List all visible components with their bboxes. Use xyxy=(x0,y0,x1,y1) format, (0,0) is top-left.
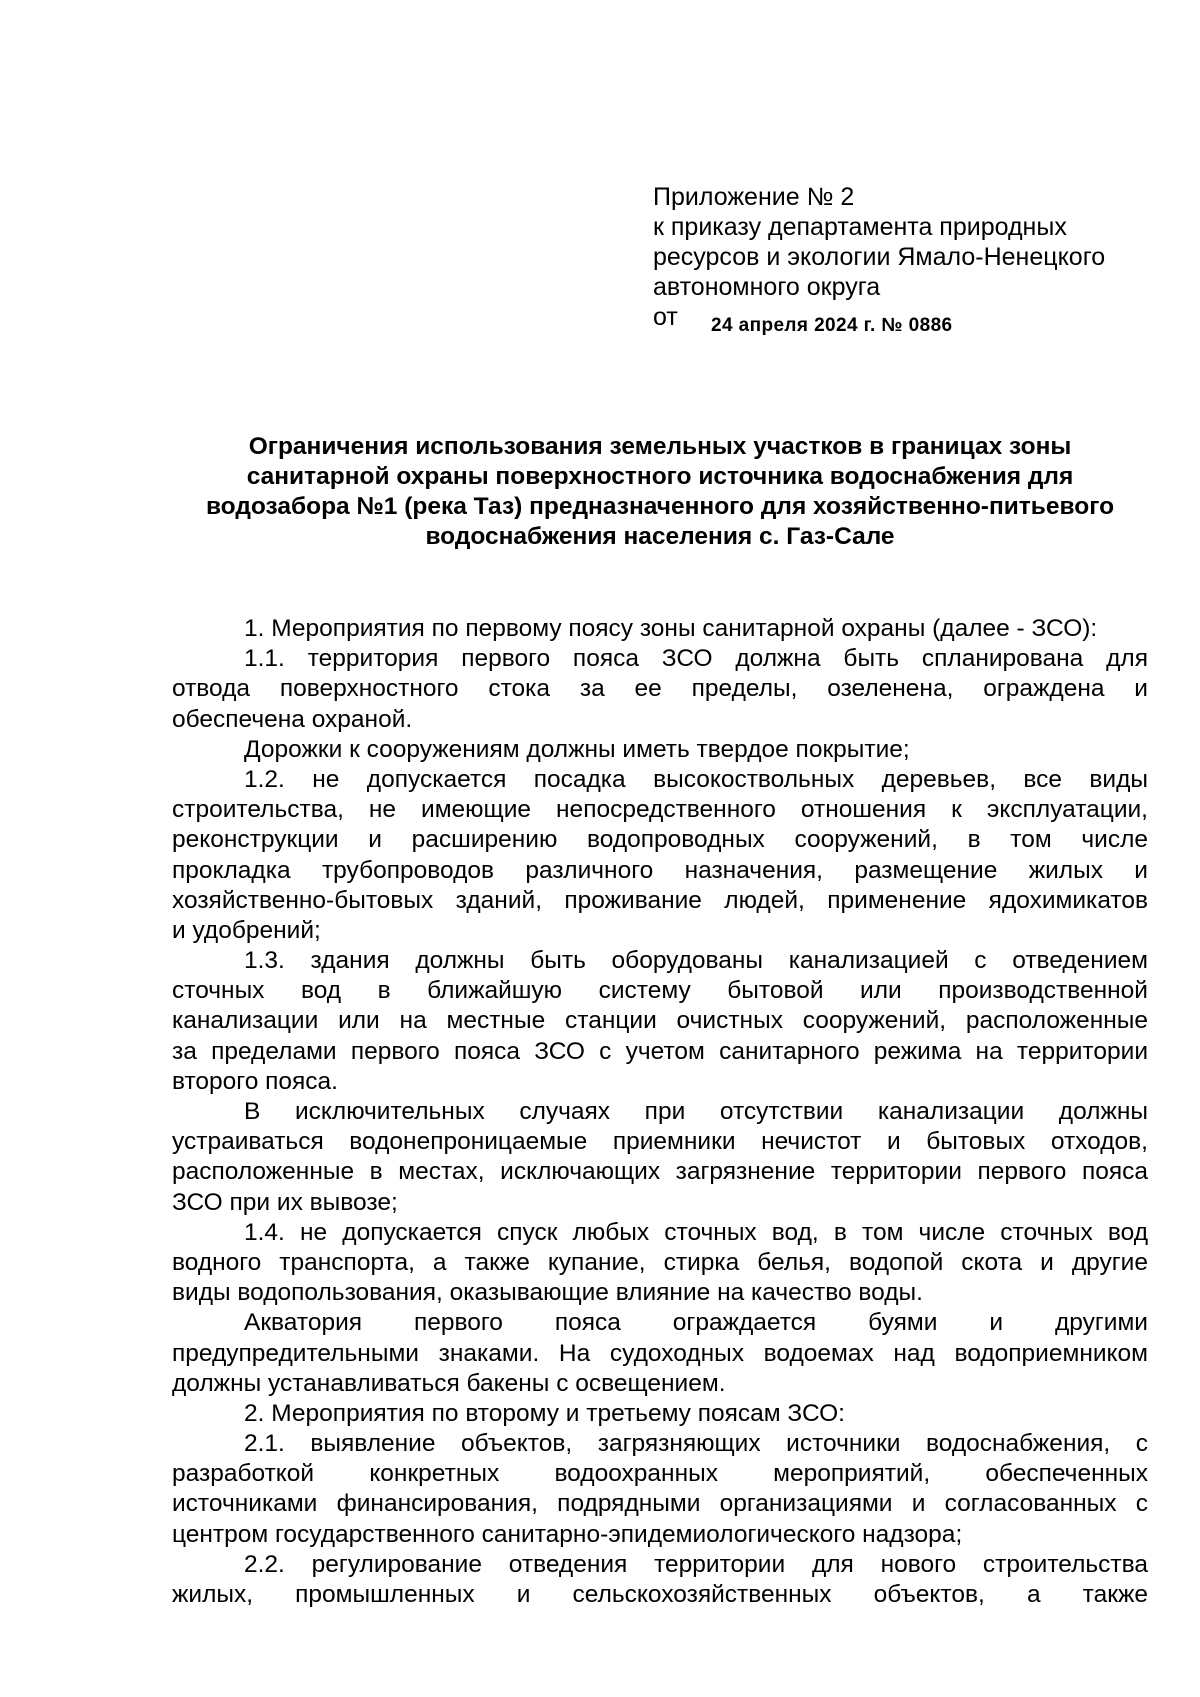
title-line: Ограничения использования земельных участков в границах зоны xyxy=(248,433,1072,460)
ot-label: от xyxy=(653,303,678,331)
order-date-row xyxy=(653,302,1173,335)
body-line: ЗСО при их вывозе; xyxy=(172,1188,398,1216)
body-line: расположенные в местах, исключающих загрязнение территории первого пояса xyxy=(172,1158,1148,1186)
body-line: 1.3. здания должны быть оборудованы канализацией с отведением xyxy=(244,947,1148,975)
body-line: реконструкции и расширению водопроводных сооружений, в том числе xyxy=(172,826,1148,854)
body-line: виды водопользования, оказывающие влияние на качество воды. xyxy=(172,1279,923,1307)
body-line: должны устанавливаться бакены с освещением. xyxy=(172,1369,726,1397)
document-body xyxy=(172,614,1148,1610)
body-line: прокладка трубопроводов различного назначения, размещение жилых и xyxy=(172,856,1148,884)
body-line: 2. Мероприятия по второму и третьему поясам ЗСО: xyxy=(244,1399,845,1427)
body-line: за пределами первого пояса ЗСО с учетом санитарного режима на территории xyxy=(172,1037,1148,1065)
body-line: 1. Мероприятия по первому поясу зоны санитарной охраны (далее - ЗСО): xyxy=(244,615,1098,642)
body-line: В исключительных случаях при отсутствии канализации должны xyxy=(244,1098,1148,1125)
body-line: Дорожки к сооружениям должны иметь твердое покрытие; xyxy=(244,735,910,763)
title-line: санитарной охраны поверхностного источника водоснабжения для xyxy=(246,463,1074,490)
appendix-line: Приложение № 2 xyxy=(653,183,855,211)
body-line: 1.4. не допускается спуск любых сточных вод, в том числе сточных вод xyxy=(244,1218,1148,1246)
body-line: 1.1. территория первого пояса ЗСО должна быть спланирована для xyxy=(244,645,1148,673)
order-date-stamp: 24 апреля 2024 г. № 0886 xyxy=(711,315,953,336)
body-line: устраиваться водонепроницаемые приемники нечистот и бытовых отходов, xyxy=(172,1128,1148,1156)
body-line: канализации или на местные станции очистных сооружений, расположенные xyxy=(172,1007,1148,1035)
body-line: строительства, не имеющие непосредственного отношения к эксплуатации, xyxy=(172,796,1148,824)
body-line: центром государственного санитарно-эпидемиологического надзора; xyxy=(172,1520,963,1548)
appendix-line: автономного округа xyxy=(653,273,881,301)
appendix-line: ресурсов и экологии Ямало-Ненецкого xyxy=(653,243,1106,271)
body-line: сточных вод в ближайшую систему бытовой или производственной xyxy=(172,977,1148,1005)
title-line: водозабора №1 (река Таз) предназначенного для хозяйственно-питьевого xyxy=(205,493,1115,520)
body-line: жилых, промышленных и сельскохозяйственных объектов, а также xyxy=(172,1581,1148,1608)
body-line: водного транспорта, а также купание, стирка белья, водопой скота и другие xyxy=(172,1248,1148,1276)
body-line: отвода поверхностного стока за ее пределы, озеленена, ограждена и xyxy=(172,675,1148,703)
body-line: хозяйственно-бытовых зданий, проживание людей, применение ядохимикатов xyxy=(172,886,1148,914)
title-line: водоснабжения населения с. Газ-Сале xyxy=(425,523,895,550)
appendix-line: к приказу департамента природных xyxy=(653,213,1067,241)
body-line: 2.1. выявление объектов, загрязняющих источники водоснабжения, с xyxy=(244,1430,1148,1458)
body-line: разработкой конкретных водоохранных мероприятий, обеспеченных xyxy=(172,1460,1148,1488)
body-line: 2.2. регулирование отведения территории для нового строительства xyxy=(244,1550,1148,1578)
body-line: второго пояса. xyxy=(172,1067,338,1095)
body-line: предупредительными знаками. На судоходных водоемах над водоприемником xyxy=(172,1339,1148,1367)
appendix-header xyxy=(653,182,1173,335)
body-line: обеспечена охраной. xyxy=(172,705,413,733)
body-line: Акватория первого пояса ограждается буями и другими xyxy=(244,1309,1148,1337)
body-line: 1.2. не допускается посадка высокоствольных деревьев, все виды xyxy=(244,765,1148,793)
document-title xyxy=(160,432,1160,552)
body-line: и удобрений; xyxy=(172,916,321,944)
body-line: источниками финансирования, подрядными организациями и согласованных с xyxy=(172,1490,1148,1518)
